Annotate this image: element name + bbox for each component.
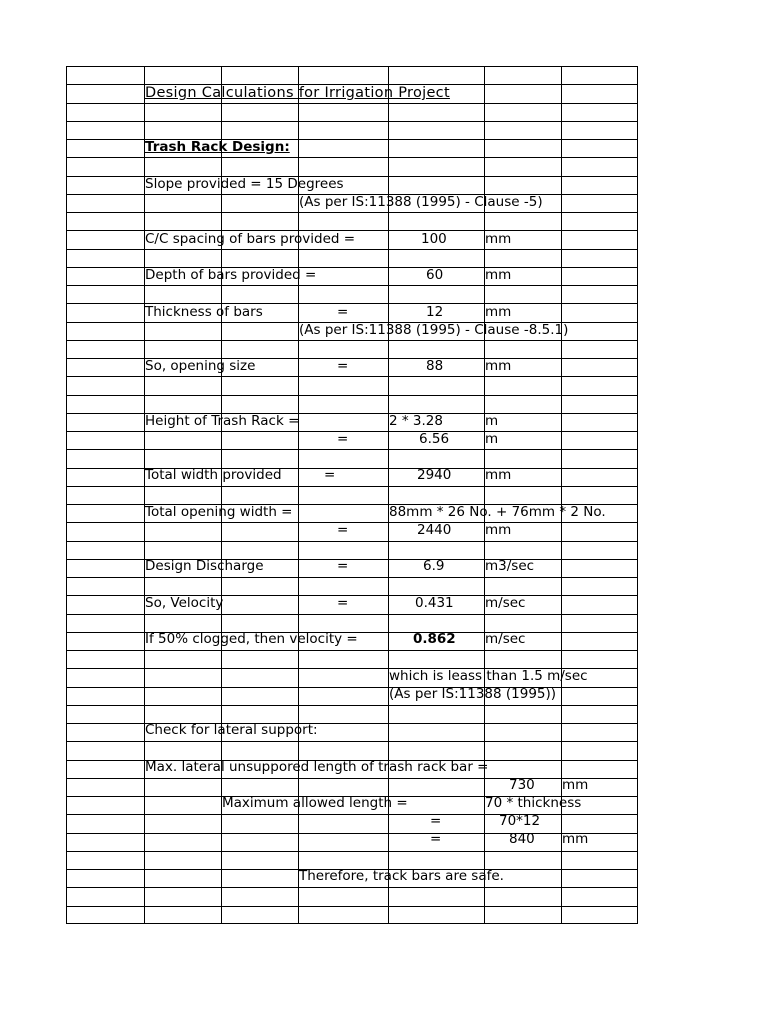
max-allowed-expression: 70 * thickness	[485, 795, 582, 811]
total-width-label: Total width provided	[145, 467, 282, 483]
less-than-note: which is leass than 1.5 m/sec	[389, 668, 588, 684]
velocity-equals: =	[337, 595, 349, 611]
max-unsupported-value: 730	[509, 777, 535, 793]
discharge-label: Design Discharge	[145, 558, 264, 574]
velocity-unit: m/sec	[485, 595, 526, 611]
clause-8-5-1-reference: (As per IS:11388 (1995) - Clause -8.5.1)	[299, 322, 569, 338]
height-equals: =	[337, 431, 349, 447]
is-1995-reference: (As per IS:11388 (1995))	[389, 686, 557, 702]
thickness-equals: =	[337, 304, 349, 320]
depth-value: 60	[426, 267, 444, 283]
opening-width-equals: =	[337, 522, 349, 538]
opening-size-unit: mm	[485, 358, 512, 374]
total-width-equals: =	[324, 467, 336, 483]
max-allowed-equals-1: =	[430, 813, 442, 829]
max-allowed-unit: mm	[562, 831, 589, 847]
opening-size-label: So, opening size	[145, 358, 256, 374]
depth-unit: mm	[485, 267, 512, 283]
thickness-value: 12	[426, 304, 444, 320]
cc-spacing-label: C/C spacing of bars provided =	[145, 231, 356, 247]
conclusion-text: Therefore, track bars are safe.	[299, 868, 504, 884]
thickness-label: Thickness of bars	[145, 304, 263, 320]
opening-width-value: 2440	[417, 522, 452, 538]
discharge-equals: =	[337, 558, 349, 574]
slope-text: Slope provided = 15 Degrees	[145, 176, 344, 192]
discharge-value: 6.9	[423, 558, 445, 574]
opening-width-label: Total opening width =	[145, 504, 293, 520]
max-unsupported-label: Max. lateral unsuppored length of trash rack bar =	[145, 759, 489, 775]
opening-size-equals: =	[337, 358, 349, 374]
spreadsheet	[66, 66, 638, 924]
lateral-support-heading: Check for lateral support:	[145, 722, 318, 738]
opening-width-expression: 88mm * 26 No. + 76mm * 2 No.	[389, 504, 606, 520]
clause-5-reference: (As per IS:11388 (1995) - Clause -5)	[299, 194, 543, 210]
depth-label: Depth of bars provided =	[145, 267, 317, 283]
section-heading: Trash Rack Design:	[145, 139, 290, 155]
height-label: Height of Trash Rack =	[145, 413, 300, 429]
clogged-velocity-unit: m/sec	[485, 631, 526, 647]
total-width-unit: mm	[485, 467, 512, 483]
discharge-unit: m3/sec	[485, 558, 535, 574]
cc-spacing-unit: mm	[485, 231, 512, 247]
max-allowed-label: Maximum allowed length =	[222, 795, 408, 811]
clogged-velocity-value: 0.862	[413, 631, 456, 647]
document-title: Design Calculations for Irrigation Project	[145, 85, 450, 101]
cc-spacing-value: 100	[421, 231, 447, 247]
height-expression-unit: m	[485, 413, 499, 429]
clogged-velocity-label: If 50% clogged, then velocity =	[145, 631, 358, 647]
velocity-value: 0.431	[415, 595, 454, 611]
height-value: 6.56	[419, 431, 450, 447]
max-allowed-value: 840	[509, 831, 535, 847]
velocity-label: So, Velocity	[145, 595, 224, 611]
thickness-unit: mm	[485, 304, 512, 320]
opening-width-unit: mm	[485, 522, 512, 538]
total-width-value: 2940	[417, 467, 452, 483]
max-allowed-equals-2: =	[430, 831, 442, 847]
opening-size-value: 88	[426, 358, 444, 374]
max-unsupported-unit: mm	[562, 777, 589, 793]
height-expression: 2 * 3.28	[389, 413, 443, 429]
height-unit: m	[485, 431, 499, 447]
max-allowed-expression-2: 70*12	[499, 813, 541, 829]
